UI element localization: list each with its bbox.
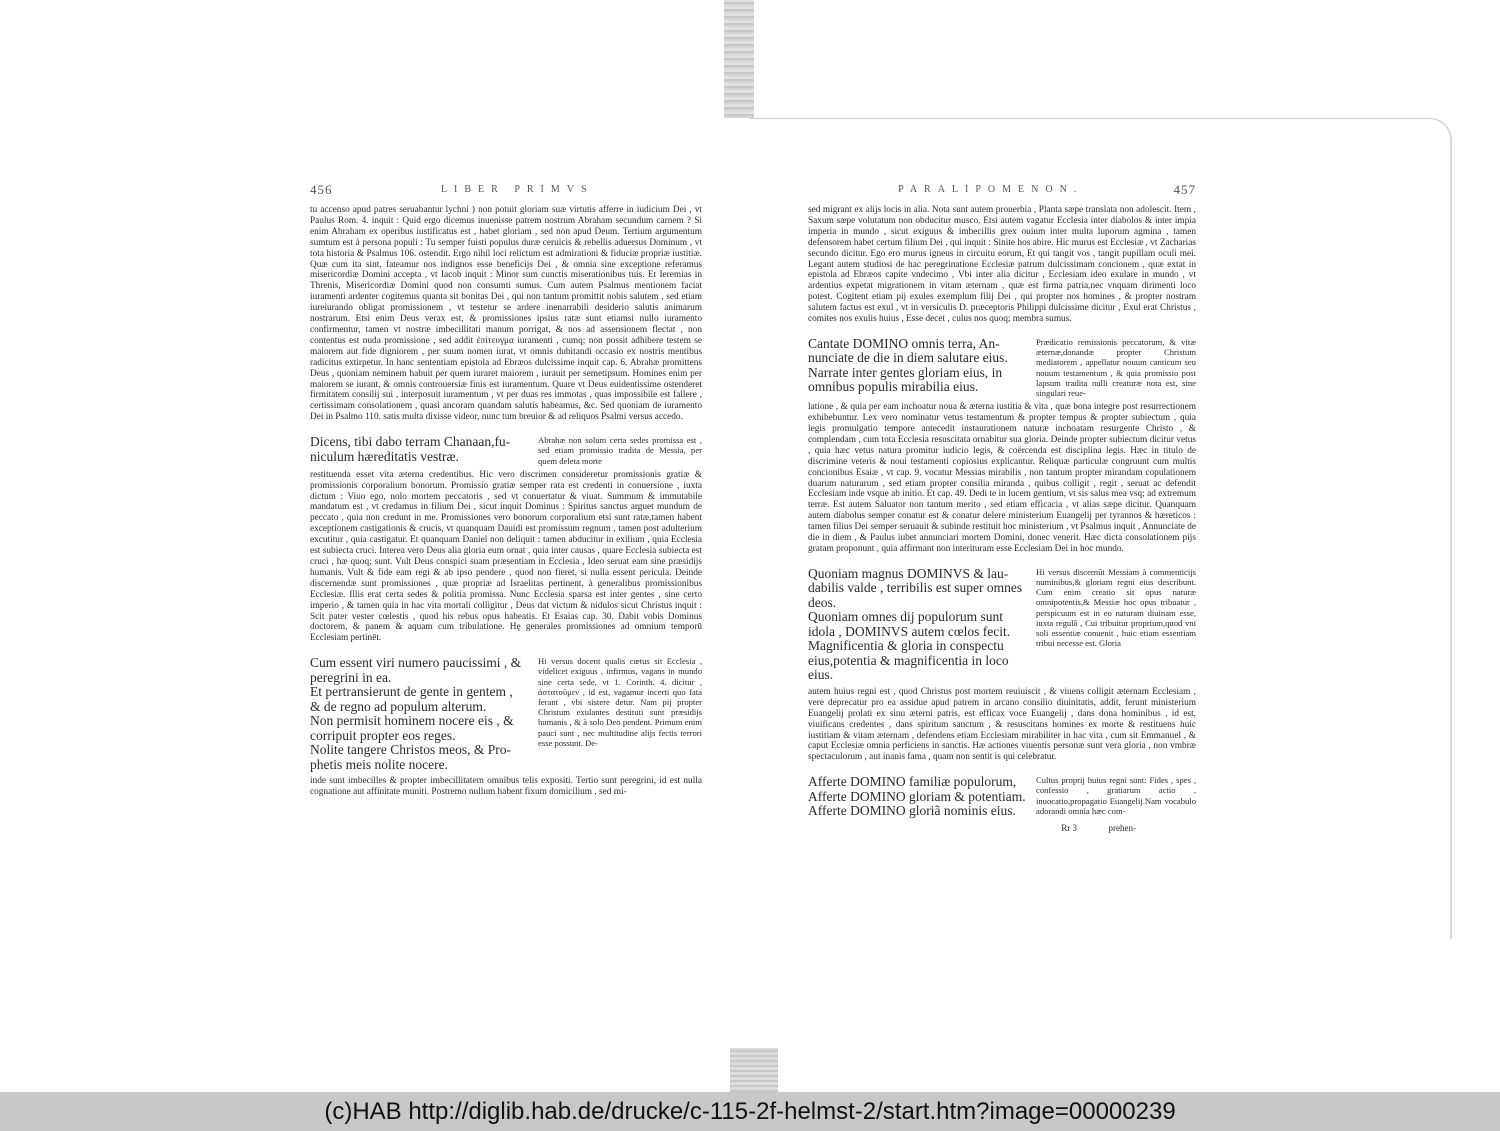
verse-line: Afferte DOMINO gloriã nominis eius. — [808, 803, 1016, 819]
right-running-head — [808, 182, 1196, 201]
left-running-head — [310, 182, 702, 201]
verse-line: Dicens, tibi dabo terram Chanaan,fu- — [310, 434, 511, 450]
verse-line: Cantate DOMINO omnis terra, An- — [808, 335, 1000, 351]
right-gloss-3: Cultus proprij huius regni sunt: Fides , spes , confessio , gratiarum actio , inuocatio,propagatio Euangelij.Nam vocabulo adorandi omnia hæc com- — [1036, 775, 1196, 816]
signature-mark: Rr 3 — [1061, 822, 1078, 833]
verse-line: Non permisit hominem nocere eis , & — [310, 713, 514, 729]
right-intro-text: sed migrant ex alijs locis in alia. Nota sunt autem prouerbia , Planta sæpe translata non adolescit. Item , Saxum sæpe volutatum non obducitur musco. Etsi autem vagatur Ecclesia inter diabolos & inter impia imperia in mundo , sicut exiguus & imbecillis grex ouium inter multa luporum agmina , tamen defensorem habet certum filium Dei , qui inquit : Sinite hos abire. Hic murus est Ecclesiæ , vt Zacharias secundo dicitur. Ego ero murus igneus in circuitu eorum, Et qui tangit vos , tangit pupillam oculi mei. Legant autem studiosi de hac peregrinatione Ecclesiæ patrum dulcissimam concionem , quæ extat in epistola ad Ebræos capite vndecimo , Vbi inter alia dicitur , Ecclesiam ideo exulare in mundo , vt ardentius expetat migrationem in vitam æternam , quæ est firma patria,nec vnquam dirimenti loco potest. Cogitent etiam pij exules exemplum filij Dei , qui propter nos homines , & propter nostram salutem factus est exul , vt in versiculis D. præceptoris Philippi dulcissime dicitur , Exul erat Christus , comites nos exulis huius , Esse decet , culus nos quoq; membra sumus. — [808, 205, 1196, 325]
verse-line: corripuit propter eos reges. — [310, 727, 456, 743]
verse-line: peregrini in ea. — [310, 669, 392, 685]
verse-line: Afferte DOMINO familiæ populorum, — [808, 774, 1017, 790]
left-verse-1 — [310, 435, 530, 466]
catchword: prehen- — [1108, 822, 1136, 833]
right-gloss-1: Prædicatio remissionis peccatorum, & vitæ æternæ,donandæ propter Christum mediatorem , appellatur nouum canticum seu nouum testamentum , & quia promissio post lapsum tradita nulli creaturæ nota est, sine singulari reue- — [1036, 336, 1196, 398]
left-section-1 — [310, 435, 702, 466]
right-commentary-2: autem huius regni est , quod Christus post mortem reuiuiscit , & viuens colligit æternam Ecclesiam , vere deprecatur pro ea assidue apud patrem in arcano consilio diuinitatis, addit, ferunt ministerium Euangelij prolati ex sinu æterni patris, est efficax voce Euangelij , dans dona hominibus , id est, viuificans credentes , dans spiritum sanctum , & resuscitans homines ex morte & restituens huic iustitiam & vitam æternam , defendens etiam Ecclesiam mirabiliter in hac vita , cum sit Emmanuel , & caput Ecclesiæ omnia perficiens in sanctis. Hæ actiones viuentis personæ sunt vera gloria , non vmbræ spectaculorum , aut inanis fama , quam non sentit is qui celebratur. — [808, 686, 1196, 763]
left-gloss-2: Hi versus docent qualis cœtus sit Ecclesia , videlicet exiguus , infirmus, vagans in mundo sine certa sede, vt 1. Corinth. 4. dicitur , ἀστατοῦμεν , id est, vagamur incerti quo fata ferant , vbi sistere detur. Nam pij propter Christum exulantes destituti sunt præsidijs humanis , & à solo Deo pendent. Primum enim pauci sunt , nec multitudine alijs fectis terrori esse possunt. De- — [538, 656, 702, 748]
right-verse-2 — [808, 567, 1028, 683]
verse-line: Magnificentia & gloria in conspectu — [808, 638, 1004, 654]
verse-line: & de regno ad populum alterum. — [310, 698, 487, 714]
right-section-3 — [808, 775, 1196, 819]
verse-line: Nolite tangere Christos meos, & Pro- — [310, 742, 511, 758]
left-commentary-1: restituenda esset vita æterna credentibus. Hic vero discrimen consideretur promissionis gratiæ & promissionis corporalium bonorum. Promissio gratiæ semper rata est credenti in conuersione , iuxta dictum : Viuo ego, nolo mortem peccatoris , sed vt conuertatur & viuat. Summum & immutabile mandatum est , vt credamus in filium Dei , sicut inquit Dominus : Spiritus sanctus arguet mundum de peccato , quia non credunt in me. Promissiones vero bonorum corporalium etsi sunt ratæ,tamen habent exceptionem castigationis & crucis, vt quanquam Dauidi est promissum regnum , tamen post adulterium excutitur , quia castigatur. Et quanquam Daniel non deliquit : tamen abducitur in exilium , quia Ecclesia est subiecta cruci. Interea vero Deus alia gloria eum ornat , quia inter causas , quare Ecclesia subiecta est cruci , hæ quoq; sunt. Vult Deus conspici suam præsentiam in Ecclesia , Ideo seruat eam sine præsidijs humanis. Vult & fide eam regi & ab ipso pendere , quod non fieret, si nulla essent pericula. Deinde discernendæ sunt promissiones , quæ propriæ ad Israelitas pertinent, à generalibus promissionibus Ecclesiæ. Illis erat certa sedes & politia promissa. Nunc Ecclesia sparsa est inter gentes , sine certo imperio , & tamen quia in hac vita mortali colligitur , Deus dat victum & nidulos sicut Christus inquit : Scit pater vester cœlestis , quod his rebus opus habeatis. Et Esaias cap. 30. Dabit vobis Dominus doctorem, & panem & aquam cum tribulatione. Hę generales promissiones ad omnium temporū Ecclesiam pertinēt. — [310, 469, 702, 644]
verse-line: deos. — [808, 594, 837, 610]
right-verse-1 — [808, 337, 1028, 398]
verse-line: Quoniam omnes dij populorum sunt — [808, 609, 1003, 625]
right-section-2 — [808, 567, 1196, 683]
gutter-shadow-top — [724, 0, 754, 118]
right-running-title: PARALIPOMENON. — [898, 184, 1084, 195]
verse-line: nunciate de die in diem salutare eius. — [808, 350, 1008, 366]
left-verse-2 — [310, 656, 530, 772]
right-commentary-1: latione , & quia per eam inchoatur noua & æterna iustitia & vita , quæ bona integre post resurrectionem exhibebuntur. Lex vero nominatur vetus testamentum & propter tempus & propter subiectum , quia legis promulgatio tempore antecedit instaurationem naturæ inchoatam resurgente Christo , & complendam , cum tota Ecclesia resuscitata ornabitur sua gloria. Deinde propter subiectum dicitur vetus , quia hæc vetus natura promitur iudicio legis, & coërcenda est disciplina legis. Hæc in titulo de discrimine veteris & noui testamenti copiosius explicantur. Reliquæ particulæ congruunt cum multis concionibus Esaiæ , vt cap. 9. vocatur Messias mirabilis , non tantum propter mirandam copulationem duarum naturarum , sed etiam propter consilia miranda , quibus colligit , regit , seruat ac defendit Ecclesiam inde vsque ab initio. Et cap. 49. Dedi te in lucem gentium, vt sis salus mea vsq; ad extremum terræ. Est autem Saluator non tantum merito , sed etiam efficacia , vt alias sæpe dicitur. Quanquam autem diabolus semper conatur est & conatur delere ministerium Euangelij per tyrannos & hæreticos : tamen filius Dei semper seruauit & subinde restituit hoc ministerium , vt Psalmus inquit , Annunciate de die in diem , & Paulus iubet annunciari mortem Domini, donec venerit. Hæc dicta consolationem pijs gratam proponunt , quia affirmant non interituram esse Ecclesiam Dei in hoc mundo. — [808, 402, 1196, 554]
verse-line: Afferte DOMINO gloriam & potentiam. — [808, 788, 1026, 804]
verse-line: Narrate inter gentes gloriam eius, in — [808, 364, 1003, 380]
right-gloss-2: Hi versus discernũt Messiam à commenticijs numinibus,& gloriam regni eius describunt. Cum enim creatio sit opus naturæ omnipotentis,& Messiæ hoc opus tribuatur , perspicuum est in eo naturam diuinam esse, iuxta regulâ , Cui tribuitur proprium,quod vni soli essentiæ conuenit , huic etiam essentiam tribui necesse est. Gloria — [1036, 566, 1196, 649]
left-section-2 — [310, 656, 702, 772]
verse-line: Et pertransierunt de gente in gentem , — [310, 684, 513, 700]
verse-line: Quoniam magnus DOMINVS & lau- — [808, 565, 1009, 581]
right-page-number: 457 — [1173, 182, 1196, 197]
right-verse-3 — [808, 775, 1028, 819]
left-gloss-1: Abrahæ non solum certa sedes promissa est , sed etiam promissio tradita de Messia, per quem deleta morte — [538, 435, 702, 466]
copyright-footer: (c)HAB http://diglib.hab.de/drucke/c-115-2f-helmst-2/start.htm?image=00000239 — [0, 1092, 1500, 1131]
left-intro-text: tu accenso apud patres seruabantur lychni ) non potuit gloriam suæ virtutis afferre in iudicium Dei , vt Paulus Rom. 4. inquit : Quid ergo dicemus inuenisse patrem nostrum Abraham secundum carnem ? Si enim Abraham ex operibus iustificatus est , habet gloriam , sed non apud Deum. Tertium argumentum sumtum est à persona populi : Tu semper fuisti populus duræ ceruicis & rebellis aduersus Dominum , vt tota historia & Psalmus 106. ostendit. Ergo nihil loci relictum est admirationi & fiduciæ propriæ iustitiæ. Quæ cum ita sint, fateamur nos indignos esse beneficijs Dei , & omnia sine exceptione referamus misericordiæ Domini accepta , vt Iacob inquit : Minor sum cunctis miserationibus tuis. Et Ieremias in Threnis, Misericordiæ Domini quod non consumti sumus. Cum autem Psalmus mentionem faciat iuramenti ardenter cogitemus quanta sit bonitas Dei , qui non tantum promittit nobis salutem , sed etiam iureiurando obligat promissionem , vt testetur se ardere inenarrabili desiderio salutis animarum nostrarum. Etsi enim Deus verax est, & promissiones ipsius ratæ sunt etiamsi nullo iuramento confirmentur, tamen vt nostræ imbecillitati manum porrigat, & nos ad assensionem flectat , non contentus est nuda promissione , sed addit ἐπίτευγμα iuramenti , cumq; non possit adhibere testem se maiorem aut fide digniorem , per suum nomen iurat, vt omnis dubitandi occasio ex nostris mentibus radicitus extirpetur. In hanc sententiam epistola ad Ebræos dulcissime inquit cap. 6. Abrahæ promittens Deus , quoniam neminem habuit per quem iuraret maiorem , iurauit per semetipsum. Homines enim per maiorem se iurant, & omnis controuersiæ finis est iuramentum. Quare vt Deus euidentissime ostenderet firmitatem consilij sui , interposuit iuramentum , vt per duas res immotas , quas impossibile est fallere , certissimam consolationem , quasi ancoram quandam salutis habeamus, &c. Sed quoniam de iuramento Dei in Psalmo 110. satis multa dixisse videor, nunc tum breuior & ad reliquos Psalmi versus accedo. — [310, 205, 702, 423]
verse-line: dabilis valde , terribilis est super omnes — [808, 580, 1023, 596]
verse-line: phetis meis nolite nocere. — [310, 756, 448, 772]
right-page — [808, 182, 1196, 834]
verse-line: Cum essent viri numero paucissimi , & — [310, 655, 522, 671]
gutter-shadow-bottom — [730, 1048, 778, 1092]
signature-line — [808, 823, 1196, 834]
verse-line: idola , DOMINVS autem cœlos fecit. — [808, 623, 1011, 639]
left-page-number: 456 — [310, 182, 333, 197]
right-section-1 — [808, 337, 1196, 398]
verse-line: eius,potentia & magnificentia in loco eius. — [808, 652, 1009, 683]
verse-line: niculum hæreditatis vestræ. — [310, 448, 459, 464]
left-running-title: LIBER PRIMVS — [440, 184, 594, 195]
left-commentary-2: inde sunt imbecilles & propter imbecillitatem omnibus telis expositi. Tertio sunt peregrini, id est nulla cognatione aut affinitate muniti. Postremo nullum habent fixum domicilium , sed mi- — [310, 776, 702, 798]
verse-line: omnibus populis mirabilia eius. — [808, 379, 979, 395]
left-page — [310, 182, 702, 800]
